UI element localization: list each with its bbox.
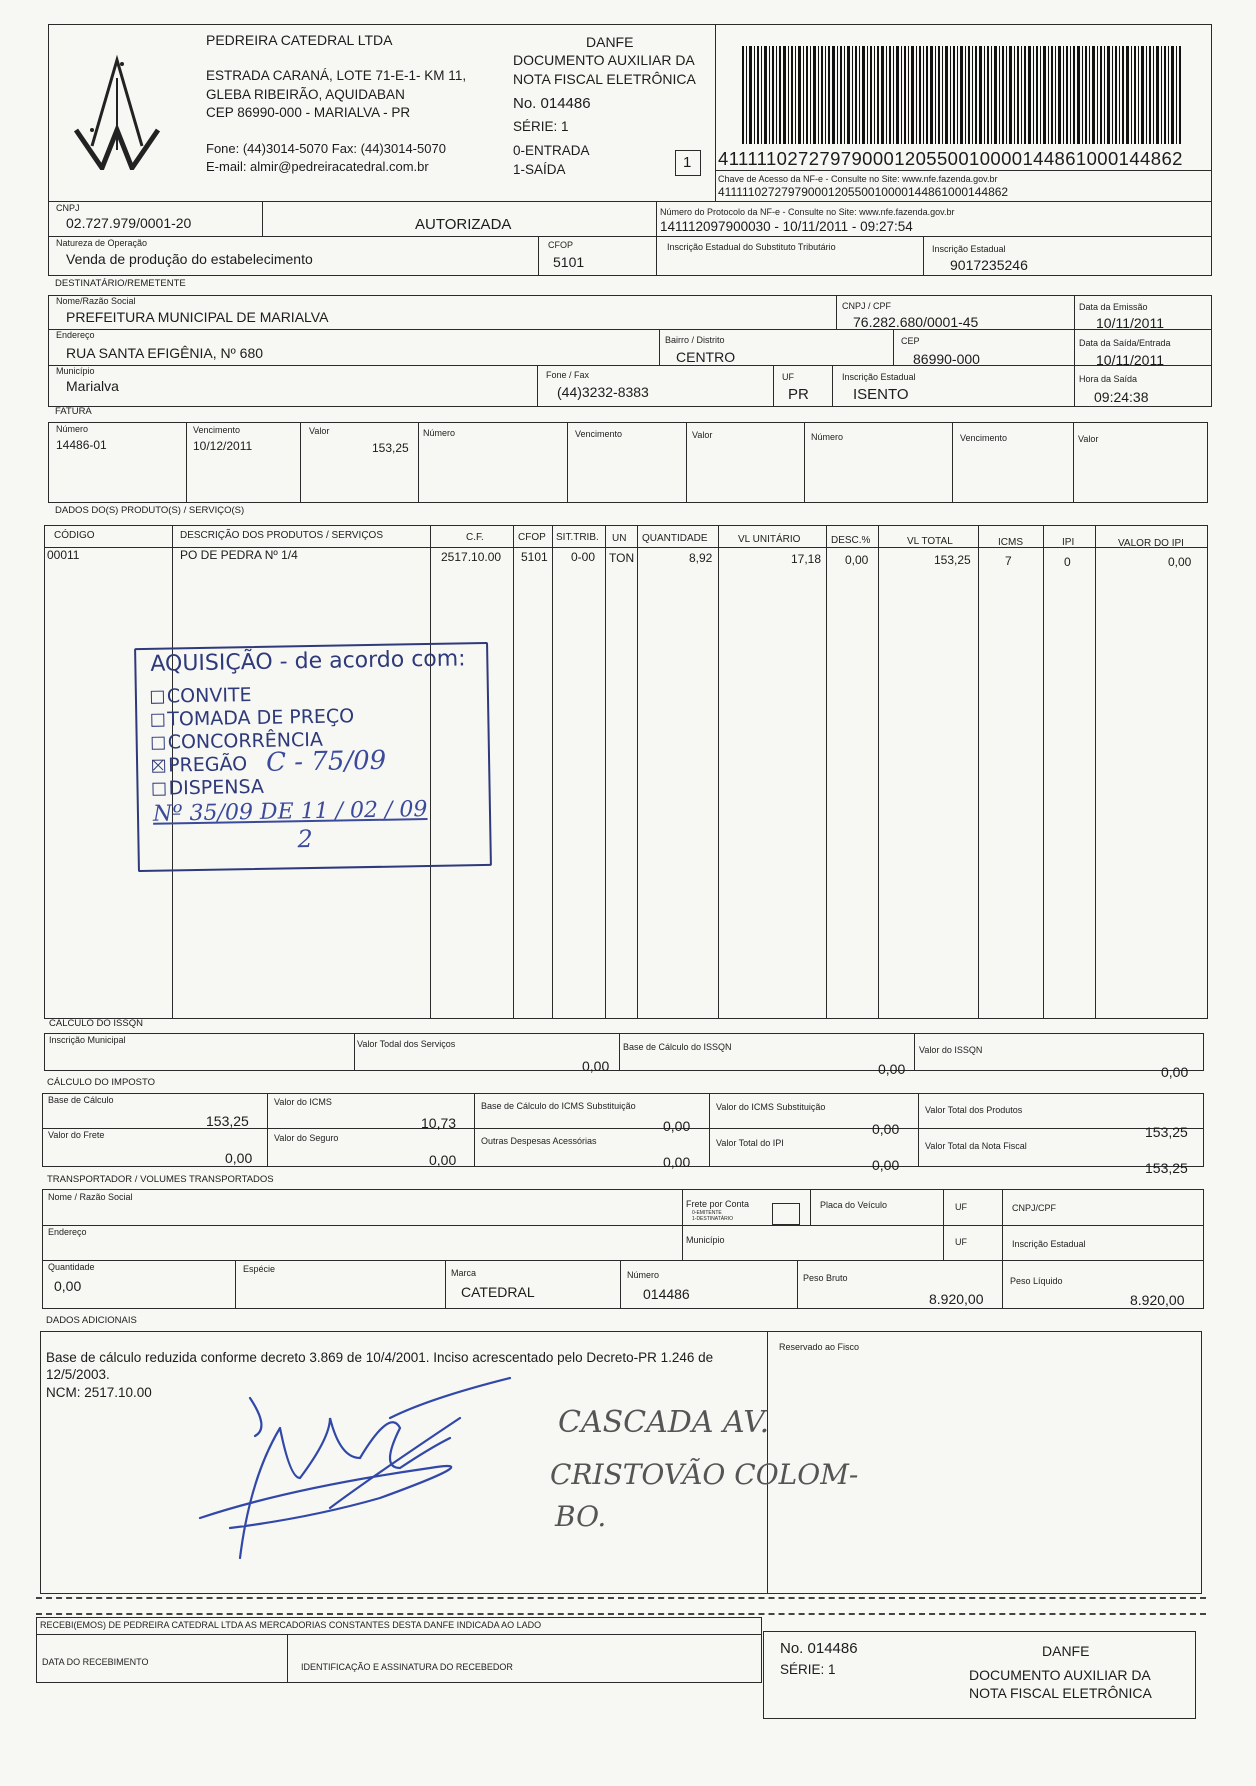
dest-name-value: PREFEITURA MUNICIPAL DE MARIALVA <box>66 309 329 325</box>
transp-numero-value: 014486 <box>643 1286 690 1302</box>
issqn-valor-value: 0,00 <box>1161 1064 1189 1080</box>
issqn-base-value: 0,00 <box>878 1061 906 1077</box>
stamp-numero-line: Nº 35/09 DE 11 / 02 / 09 <box>152 797 428 827</box>
col-icms: ICMS <box>998 537 1023 548</box>
divider <box>1002 1260 1003 1309</box>
col-sit-trib: SIT.TRIB. <box>556 532 599 543</box>
imposto-base-st-value: 0,00 <box>663 1118 691 1134</box>
stamp-option-convite <box>151 684 252 708</box>
fisco-label: Reservado ao Fisco <box>779 1342 860 1352</box>
access-key-small: 41111102727979000120550010000144861000144862 <box>718 185 1009 199</box>
divider <box>48 329 1212 330</box>
adicionais-text: Base de cálculo reduzida conforme decreto 3.869 de 10/4/2001. Inciso acrescentado pelo Decreto-PR 1.246 de 12/5/2003. <box>46 1350 714 1382</box>
divider <box>656 236 657 276</box>
divider <box>826 525 827 1019</box>
col-cf: C.F. <box>466 532 484 543</box>
imposto-seguro-label: Valor do Seguro <box>274 1133 339 1143</box>
divider <box>418 422 419 503</box>
transp-quantidade-label: Quantidade <box>48 1262 95 1272</box>
dest-uf-value: PR <box>788 386 809 403</box>
dest-ie-value: ISENTO <box>853 386 909 403</box>
divider <box>686 422 687 503</box>
stamp-option-dispensa <box>152 776 264 800</box>
cell-ipi: 0 <box>1064 555 1071 569</box>
cell-valor-ipi: 0,00 <box>1168 555 1192 569</box>
col-ipi: IPI <box>1062 537 1075 548</box>
imposto-total-prod-value: 153,25 <box>1145 1124 1188 1140</box>
imposto-icms-value: 10,73 <box>421 1115 457 1131</box>
dest-emissao-value: 10/11/2011 <box>1096 315 1164 331</box>
stamp-option-label: CONCORRÊNCIA <box>167 728 324 754</box>
imposto-total-prod-label: Valor Total dos Produtos <box>925 1105 1023 1115</box>
transp-peso-liquido-value: 8.920,00 <box>1130 1292 1185 1308</box>
cell-sit-trib: 0-00 <box>571 550 596 564</box>
ie-st-label: Inscrição Estadual do Substituto Tributário <box>667 242 836 252</box>
dest-fone-value: (44)3232-8383 <box>557 384 649 400</box>
imposto-icms-st-value: 0,00 <box>872 1121 900 1137</box>
dest-cnpj-label: CNPJ / CPF <box>842 301 892 311</box>
divider <box>300 422 301 503</box>
imposto-total-nf-label: Valor Total da Nota Fiscal <box>925 1141 1027 1151</box>
divider <box>474 1093 475 1167</box>
dest-saida-label: Data da Saída/Entrada <box>1079 338 1171 348</box>
issuer-name: PEDREIRA CATEDRAL LTDA <box>206 32 393 48</box>
transp-numero-label: Número <box>627 1270 660 1280</box>
checkbox-icon <box>151 714 164 727</box>
issqn-valor-label: Valor do ISSQN <box>919 1045 983 1055</box>
imposto-base-value: 153,25 <box>206 1113 249 1129</box>
transp-especie-label: Espécie <box>243 1264 276 1274</box>
acquisition-stamp <box>134 642 492 872</box>
divider <box>773 365 774 407</box>
access-key-consult-label: Chave de Acesso da NF-e - Consulte no Site: www.nfe.fazenda.gov.br <box>718 174 998 184</box>
dest-cnpj-value: 76.282.680/0001-45 <box>853 314 979 330</box>
divider <box>513 525 514 1019</box>
fatura-valor3-label: Valor <box>1078 434 1099 444</box>
divider <box>235 1260 236 1309</box>
divider <box>878 525 879 1019</box>
fatura-section: FATURA <box>55 406 92 417</box>
imposto-frete-value: 0,00 <box>225 1150 253 1166</box>
stamp-option-tomada <box>151 705 354 731</box>
issuer-email: E-mail: almir@pedreiracatedral.com.br <box>206 159 429 174</box>
dest-hora-value: 09:24:38 <box>1094 389 1149 405</box>
transp-placa-label: Placa do Veículo <box>820 1200 888 1210</box>
danfe-entrada: 0-ENTRADA <box>513 143 590 158</box>
cut-line <box>36 1597 1206 1599</box>
dest-ie-label: Inscrição Estadual <box>842 372 916 382</box>
transp-municipio-label: Município <box>686 1235 725 1245</box>
divider <box>1002 1189 1003 1260</box>
fatura-vencimento-label: Vencimento <box>193 425 241 435</box>
stamp-option-label: PREGÃO <box>167 753 248 777</box>
cell-desc: 0,00 <box>845 553 869 567</box>
danfe-serie: SÉRIE: 1 <box>513 119 569 134</box>
status-value: AUTORIZADA <box>415 216 512 233</box>
fatura-valor2-label: Valor <box>692 430 713 440</box>
imposto-base-st-label: Base de Cálculo do ICMS Substituição <box>481 1101 636 1111</box>
fatura-valor-value: 153,25 <box>372 441 409 455</box>
divider <box>804 422 805 503</box>
divider <box>552 525 553 1019</box>
transp-peso-bruto-label: Peso Bruto <box>803 1273 848 1283</box>
cnpj-value: 02.727.979/0001-20 <box>66 215 192 231</box>
dest-bairro-label: Bairro / Distrito <box>665 335 725 345</box>
cnpj-row <box>48 201 1212 237</box>
issqn-im-label: Inscrição Municipal <box>49 1035 126 1045</box>
access-key-number: 41111102727979000120550010000144861000144862 <box>718 148 1183 169</box>
divider <box>943 1189 944 1260</box>
dest-cep-label: CEP <box>901 336 920 346</box>
issqn-servicos-value: 0,00 <box>582 1058 610 1074</box>
natureza-value: Venda de produção do estabelecimento <box>66 251 313 267</box>
divider <box>620 1260 621 1309</box>
cell-descricao: PO DE PEDRA Nº 1/4 <box>180 548 298 562</box>
transp-uf-label: UF <box>955 1202 967 1212</box>
divider <box>656 201 657 237</box>
imposto-section: CÁLCULO DO IMPOSTO <box>47 1077 156 1088</box>
cell-quantidade: 8,92 <box>689 551 713 565</box>
fatura-vencimento3-label: Vencimento <box>960 433 1008 443</box>
canhoto-doc1: DOCUMENTO AUXILIAR DA <box>969 1667 1151 1683</box>
stamp-option-label: DISPENSA <box>168 775 265 800</box>
dest-emissao-label: Data da Emissão <box>1079 302 1148 312</box>
transp-peso-bruto-value: 8.920,00 <box>929 1291 984 1307</box>
fatura-vencimento2-label: Vencimento <box>575 429 623 439</box>
handwritten-address-1: CASCADA AV. <box>558 1405 770 1440</box>
danfe-title: DANFE <box>586 34 634 50</box>
divider <box>445 1260 446 1309</box>
ie-label: Inscrição Estadual <box>932 244 1006 254</box>
cut-line <box>36 1613 1206 1615</box>
divider <box>952 422 953 503</box>
handwritten-address-2: CRISTOVÃO COLOM- <box>550 1458 859 1491</box>
cell-vl-total: 153,25 <box>934 553 971 567</box>
transp-peso-liquido-label: Peso Líquido <box>1010 1276 1063 1286</box>
divider <box>1074 295 1075 407</box>
divider <box>354 1033 355 1071</box>
imposto-seguro-value: 0,00 <box>429 1152 457 1168</box>
cell-cfop: 5101 <box>521 550 548 564</box>
divider <box>893 329 894 365</box>
cell-un: TON <box>609 551 635 565</box>
divider <box>1043 525 1044 1019</box>
protocol-value: 141112097900030 - 10/11/2011 - 09:27:54 <box>660 219 913 234</box>
fatura-numero3-label: Número <box>811 432 844 442</box>
barcode-icon <box>742 46 1182 144</box>
handwritten-address-3: BO. <box>555 1500 607 1533</box>
fatura-numero-value: 14486-01 <box>56 438 107 452</box>
col-un: UN <box>612 533 627 544</box>
col-descricao: DESCRIÇÃO DOS PRODUTOS / SERVIÇOS <box>180 530 384 541</box>
stamp-mark: 2 <box>297 825 313 854</box>
danfe-number: No. 014486 <box>513 95 591 112</box>
cfop-value: 5101 <box>553 254 585 270</box>
dest-cep-value: 86990-000 <box>913 351 980 367</box>
tipo-value: 1 <box>683 154 692 171</box>
dest-endereco-label: Endereço <box>56 330 95 340</box>
imposto-base-label: Base de Cálculo <box>48 1095 114 1105</box>
canhoto-doc2: NOTA FISCAL ELETRÔNICA <box>969 1685 1152 1701</box>
issuer-phone: Fone: (44)3014-5070 Fax: (44)3014-5070 <box>206 141 446 156</box>
divider <box>1095 525 1096 1019</box>
stamp-pregao-note: C - 75/09 <box>265 745 387 778</box>
divider <box>715 170 1212 171</box>
divider <box>42 1225 1204 1226</box>
cell-icms: 7 <box>1005 554 1012 568</box>
issuer-address-line1: ESTRADA CARANÁ, LOTE 71-E-1- KM 11, <box>206 68 467 83</box>
divider <box>605 525 606 1019</box>
issuer-cep: CEP 86990-000 - MARIALVA - PR <box>206 105 411 120</box>
cell-cf: 2517.10.00 <box>441 550 502 564</box>
stamp-option-pregao <box>152 753 247 777</box>
dest-fone-label: Fone / Fax <box>546 370 590 380</box>
transp-quantidade-value: 0,00 <box>54 1278 82 1294</box>
transp-ie-label: Inscrição Estadual <box>1012 1239 1086 1249</box>
divider <box>637 525 638 1019</box>
checkbox-icon <box>151 691 164 704</box>
col-codigo: CÓDIGO <box>54 530 95 541</box>
divider <box>262 201 263 237</box>
dest-bairro-value: CENTRO <box>676 349 736 365</box>
danfe-subtitle-1: DOCUMENTO AUXILIAR DA <box>513 52 695 68</box>
transp-marca-value: CATEDRAL <box>461 1284 535 1300</box>
canhoto-number: No. 014486 <box>780 1640 858 1657</box>
divider <box>619 1033 620 1071</box>
produtos-section: DADOS DO(S) PRODUTO(S) / SERVIÇO(S) <box>55 505 245 516</box>
company-logo-icon <box>62 50 172 170</box>
divider <box>567 422 568 503</box>
fatura-vencimento-value: 10/12/2011 <box>193 439 253 453</box>
issqn-base-label: Base de Cálculo do ISSQN <box>623 1042 732 1052</box>
fatura-valor-label: Valor <box>309 426 330 436</box>
imposto-icms-st-label: Valor do ICMS Substituição <box>716 1102 826 1112</box>
dest-municipio-value: Marialva <box>66 378 119 394</box>
imposto-outras-value: 0,00 <box>663 1154 691 1170</box>
adicionais-ncm: NCM: 2517.10.00 <box>46 1385 152 1400</box>
natureza-label: Natureza de Operação <box>56 238 148 248</box>
imposto-ipi-label: Valor Total do IPI <box>716 1138 784 1148</box>
divider <box>709 1093 710 1167</box>
col-quantidade: QUANTIDADE <box>642 533 708 544</box>
imposto-ipi-value: 0,00 <box>872 1157 900 1173</box>
canhoto-data-label: DATA DO RECEBIMENTO <box>42 1657 149 1667</box>
protocol-label: Número do Protocolo da NF-e - Consulte no Site: www.nfe.fazenda.gov.br <box>660 207 955 217</box>
divider <box>923 236 924 276</box>
divider <box>1073 422 1074 503</box>
ie-value: 9017235246 <box>950 257 1028 273</box>
dest-hora-label: Hora da Saída <box>1079 374 1138 384</box>
imposto-icms-label: Valor do ICMS <box>274 1097 332 1107</box>
dest-saida-value: 10/11/2011 <box>1096 352 1164 368</box>
canhoto-ident-label: IDENTIFICAÇÃO E ASSINATURA DO RECEBEDOR <box>301 1662 513 1672</box>
divider <box>682 1189 683 1260</box>
canhoto-serie: SÉRIE: 1 <box>780 1662 836 1677</box>
col-desc: DESC.% <box>831 535 871 546</box>
divider <box>810 1189 811 1225</box>
cell-codigo: 00011 <box>47 548 80 562</box>
col-valor-ipi: VALOR DO IPI <box>1118 538 1184 549</box>
checkbox-icon <box>152 737 165 750</box>
transp-frete-label: Frete por Conta <box>686 1199 750 1209</box>
fatura-numero-label: Número <box>56 424 89 434</box>
divider <box>718 525 719 1019</box>
dest-uf-label: UF <box>782 372 794 382</box>
transp-nome-label: Nome / Razão Social <box>48 1192 133 1202</box>
signature-icon <box>130 1358 530 1568</box>
divider <box>715 24 716 202</box>
transporte-section: TRANSPORTADOR / VOLUMES TRANSPORTADOS <box>47 1174 274 1185</box>
issqn-box <box>44 1033 1204 1071</box>
frete-box <box>772 1203 800 1225</box>
stamp-option-label: TOMADA DE PREÇO <box>167 705 355 731</box>
checked-checkbox-icon <box>152 760 165 773</box>
divider <box>832 365 833 407</box>
divider <box>918 1093 919 1167</box>
danfe-subtitle-2: NOTA FISCAL ELETRÔNICA <box>513 71 696 87</box>
transp-frete-opt2: 1-DESTINATÁRIO <box>692 1216 734 1222</box>
cell-vl-unitario: 17,18 <box>791 552 822 566</box>
adicionais-section: DADOS ADICIONAIS <box>46 1315 137 1326</box>
cfop-label: CFOP <box>548 240 574 250</box>
fatura-numero2-label: Número <box>423 428 456 438</box>
divider <box>914 1033 915 1071</box>
divider <box>537 365 538 407</box>
transp-uf2-label: UF <box>955 1237 967 1247</box>
imposto-outras-label: Outras Despesas Acessórias <box>481 1136 597 1146</box>
cnpj-label: CNPJ <box>56 203 80 213</box>
issqn-section: CÁLCULO DO ISSQN <box>49 1018 143 1029</box>
transp-frete-opt1: 0-EMITENTE <box>692 1210 722 1216</box>
transp-endereco-label: Endereço <box>48 1227 87 1237</box>
transp-marca-label: Marca <box>451 1268 477 1278</box>
checkbox-icon <box>152 783 165 796</box>
divider <box>267 1093 268 1167</box>
imposto-total-nf-value: 153,25 <box>1145 1160 1188 1176</box>
col-vl-total: VL TOTAL <box>907 536 953 547</box>
issqn-servicos-label: Valor Todal dos Serviços <box>357 1039 456 1049</box>
divider <box>186 422 187 503</box>
imposto-frete-label: Valor do Frete <box>48 1130 105 1140</box>
col-cfop: CFOP <box>518 532 546 543</box>
divider <box>797 1260 798 1309</box>
col-vl-unitario: VL UNITÁRIO <box>738 534 801 545</box>
divider <box>42 1260 1204 1261</box>
destinatario-section: DESTINATÁRIO/REMETENTE <box>55 278 186 289</box>
divider <box>978 525 979 1019</box>
canhoto-danfe: DANFE <box>1042 1643 1090 1659</box>
divider <box>48 365 1212 366</box>
transp-cnpj-label: CNPJ/CPF <box>1012 1203 1057 1213</box>
dest-municipio-label: Município <box>56 366 95 376</box>
divider <box>836 295 837 329</box>
divider <box>36 1634 762 1635</box>
dest-endereco-value: RUA SANTA EFIGÊNIA, Nº 680 <box>66 345 264 361</box>
divider <box>287 1634 288 1683</box>
stamp-option-label: CONVITE <box>166 684 252 708</box>
divider <box>538 236 539 276</box>
stamp-title: AQUISIÇÃO - de acordo com: <box>150 646 466 677</box>
danfe-saida: 1-SAÍDA <box>513 162 566 177</box>
issuer-address-line2: GLEBA RIBEIRÃO, AQUIDABAN <box>206 87 405 102</box>
canhoto-recebemos: RECEBI(EMOS) DE PEDREIRA CATEDRAL LTDA AS MERCADORIAS CONSTANTES DESTA DANFE INDICADA AO LADO <box>40 1620 542 1630</box>
dest-name-label: Nome/Razão Social <box>56 296 136 306</box>
divider <box>659 329 660 365</box>
